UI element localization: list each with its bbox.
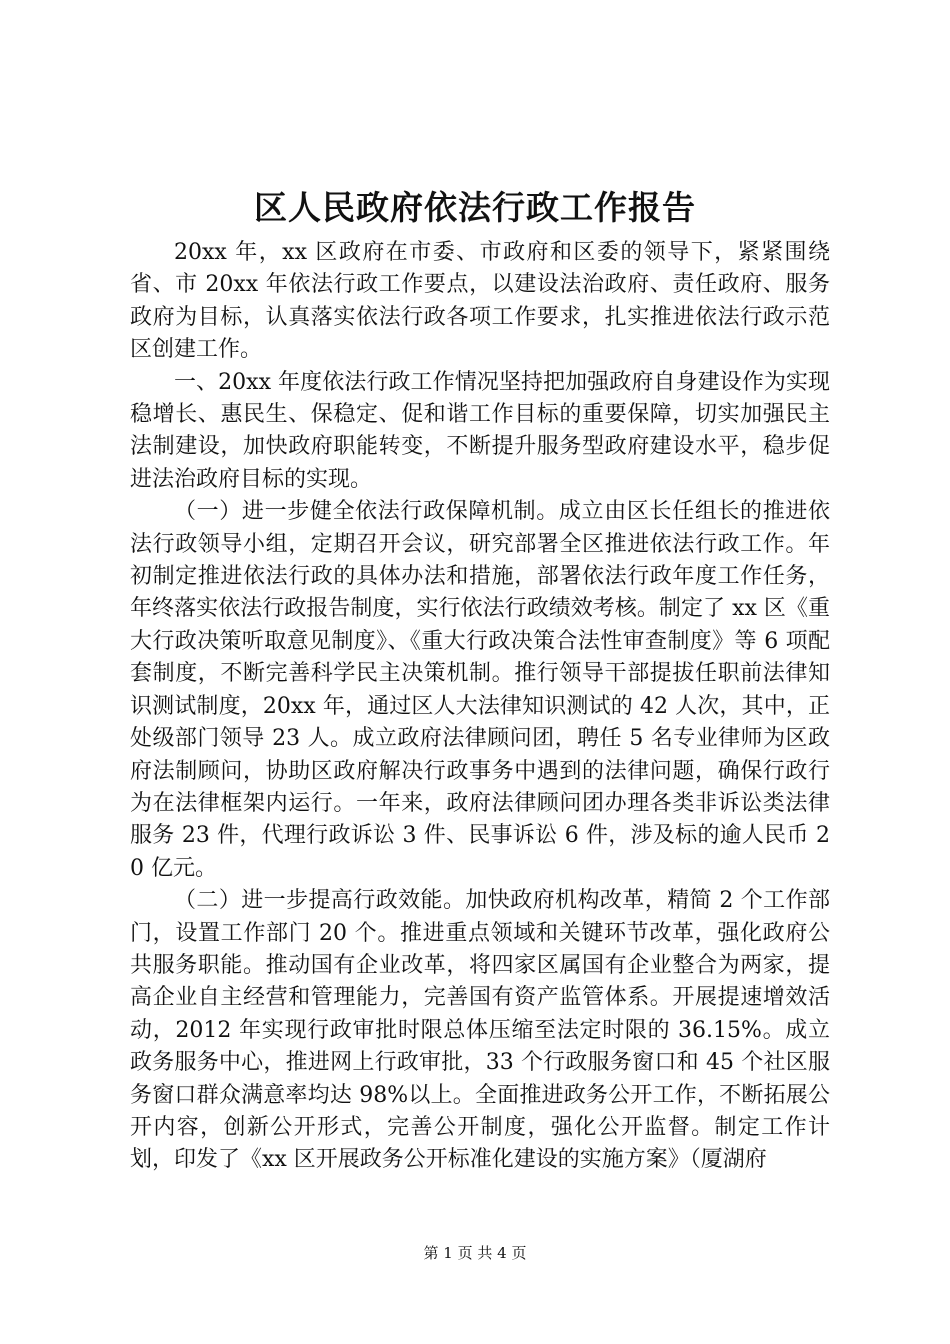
paragraph-intro: 20xx 年，xx 区政府在市委、市政府和区委的领导下，紧紧围绕省、市 20xx 年依法行政工作要点，以建设法治政府、责任政府、服务政府为目标，认真落实依法行政各项工作要求，扎实推进依法行政示范区创建工作。: [130, 240, 830, 363]
page-number-footer: 第 1 页 共 4 页: [423, 1244, 527, 1262]
document-title: 区人民政府依法行政工作报告: [254, 188, 696, 227]
paragraph-subsection-one: （一）进一步健全依法行政保障机制。成立由区长任组长的推进依法行政领导小组，定期召开会议，研究部署全区推进依法行政工作。年初制定推进依法行政的具体办法和措施，部署依法行政年度工作任务，年终落实依法行政报告制度，实行依法行政绩效考核。制定了 xx 区《重大行政决策听取意见制度》、《重大行政决策合法性审查制度》等 6 项配套制度，不断完善科学民主决策机制。推行领导干部提拔任职前法律知识测试制度，20xx 年，通过区人大法律知识测试的 42 人次，其中，正处级部门领导 23 人。成立政府法律顾问团，聘任 5 名专业律师为区政府法制顾问，协助区政府解决行政事务中遇到的法律问题，确保行政行为在法律框架内运行。一年来，政府法律顾问团办理各类非诉讼类法律服务 23 件，代理行政诉讼 3 件、民事诉讼 6 件，涉及标的逾人民币 20 亿元。: [130, 499, 830, 881]
paragraph-subsection-two: （二）进一步提高行政效能。加快政府机构改革，精简 2 个工作部门，设置工作部门 20 个。推进重点领域和关键环节改革，强化政府公共服务职能。推动国有企业改革，将四家区属国有企业整合为两家，提高企业自主经营和管理能力，完善国有资产监管体系。开展提速增效活动，2012 年实现行政审批时限总体压缩至法定时限的 36.15%。成立政务服务中心，推进网上行政审批，33 个行政服务窗口和 45 个社区服务窗口群众满意率均达 98%以上。全面推进政务公开工作，不断拓展公开内容，创新公开形式，完善公开制度，强化公开监督。制定工作计划，印发了《xx 区开展政务公开标准化建设的实施方案》（厦湖府: [130, 888, 830, 1173]
paragraph-section-one: 一、20xx 年度依法行政工作情况坚持把加强政府自身建设作为实现稳增长、惠民生、保稳定、促和谐工作目标的重要保障，切实加强民主法制建设，加快政府职能转变，不断提升服务型政府建设水平，稳步促进法治政府目标的实现。: [130, 369, 830, 492]
document-body: [130, 237, 830, 1177]
